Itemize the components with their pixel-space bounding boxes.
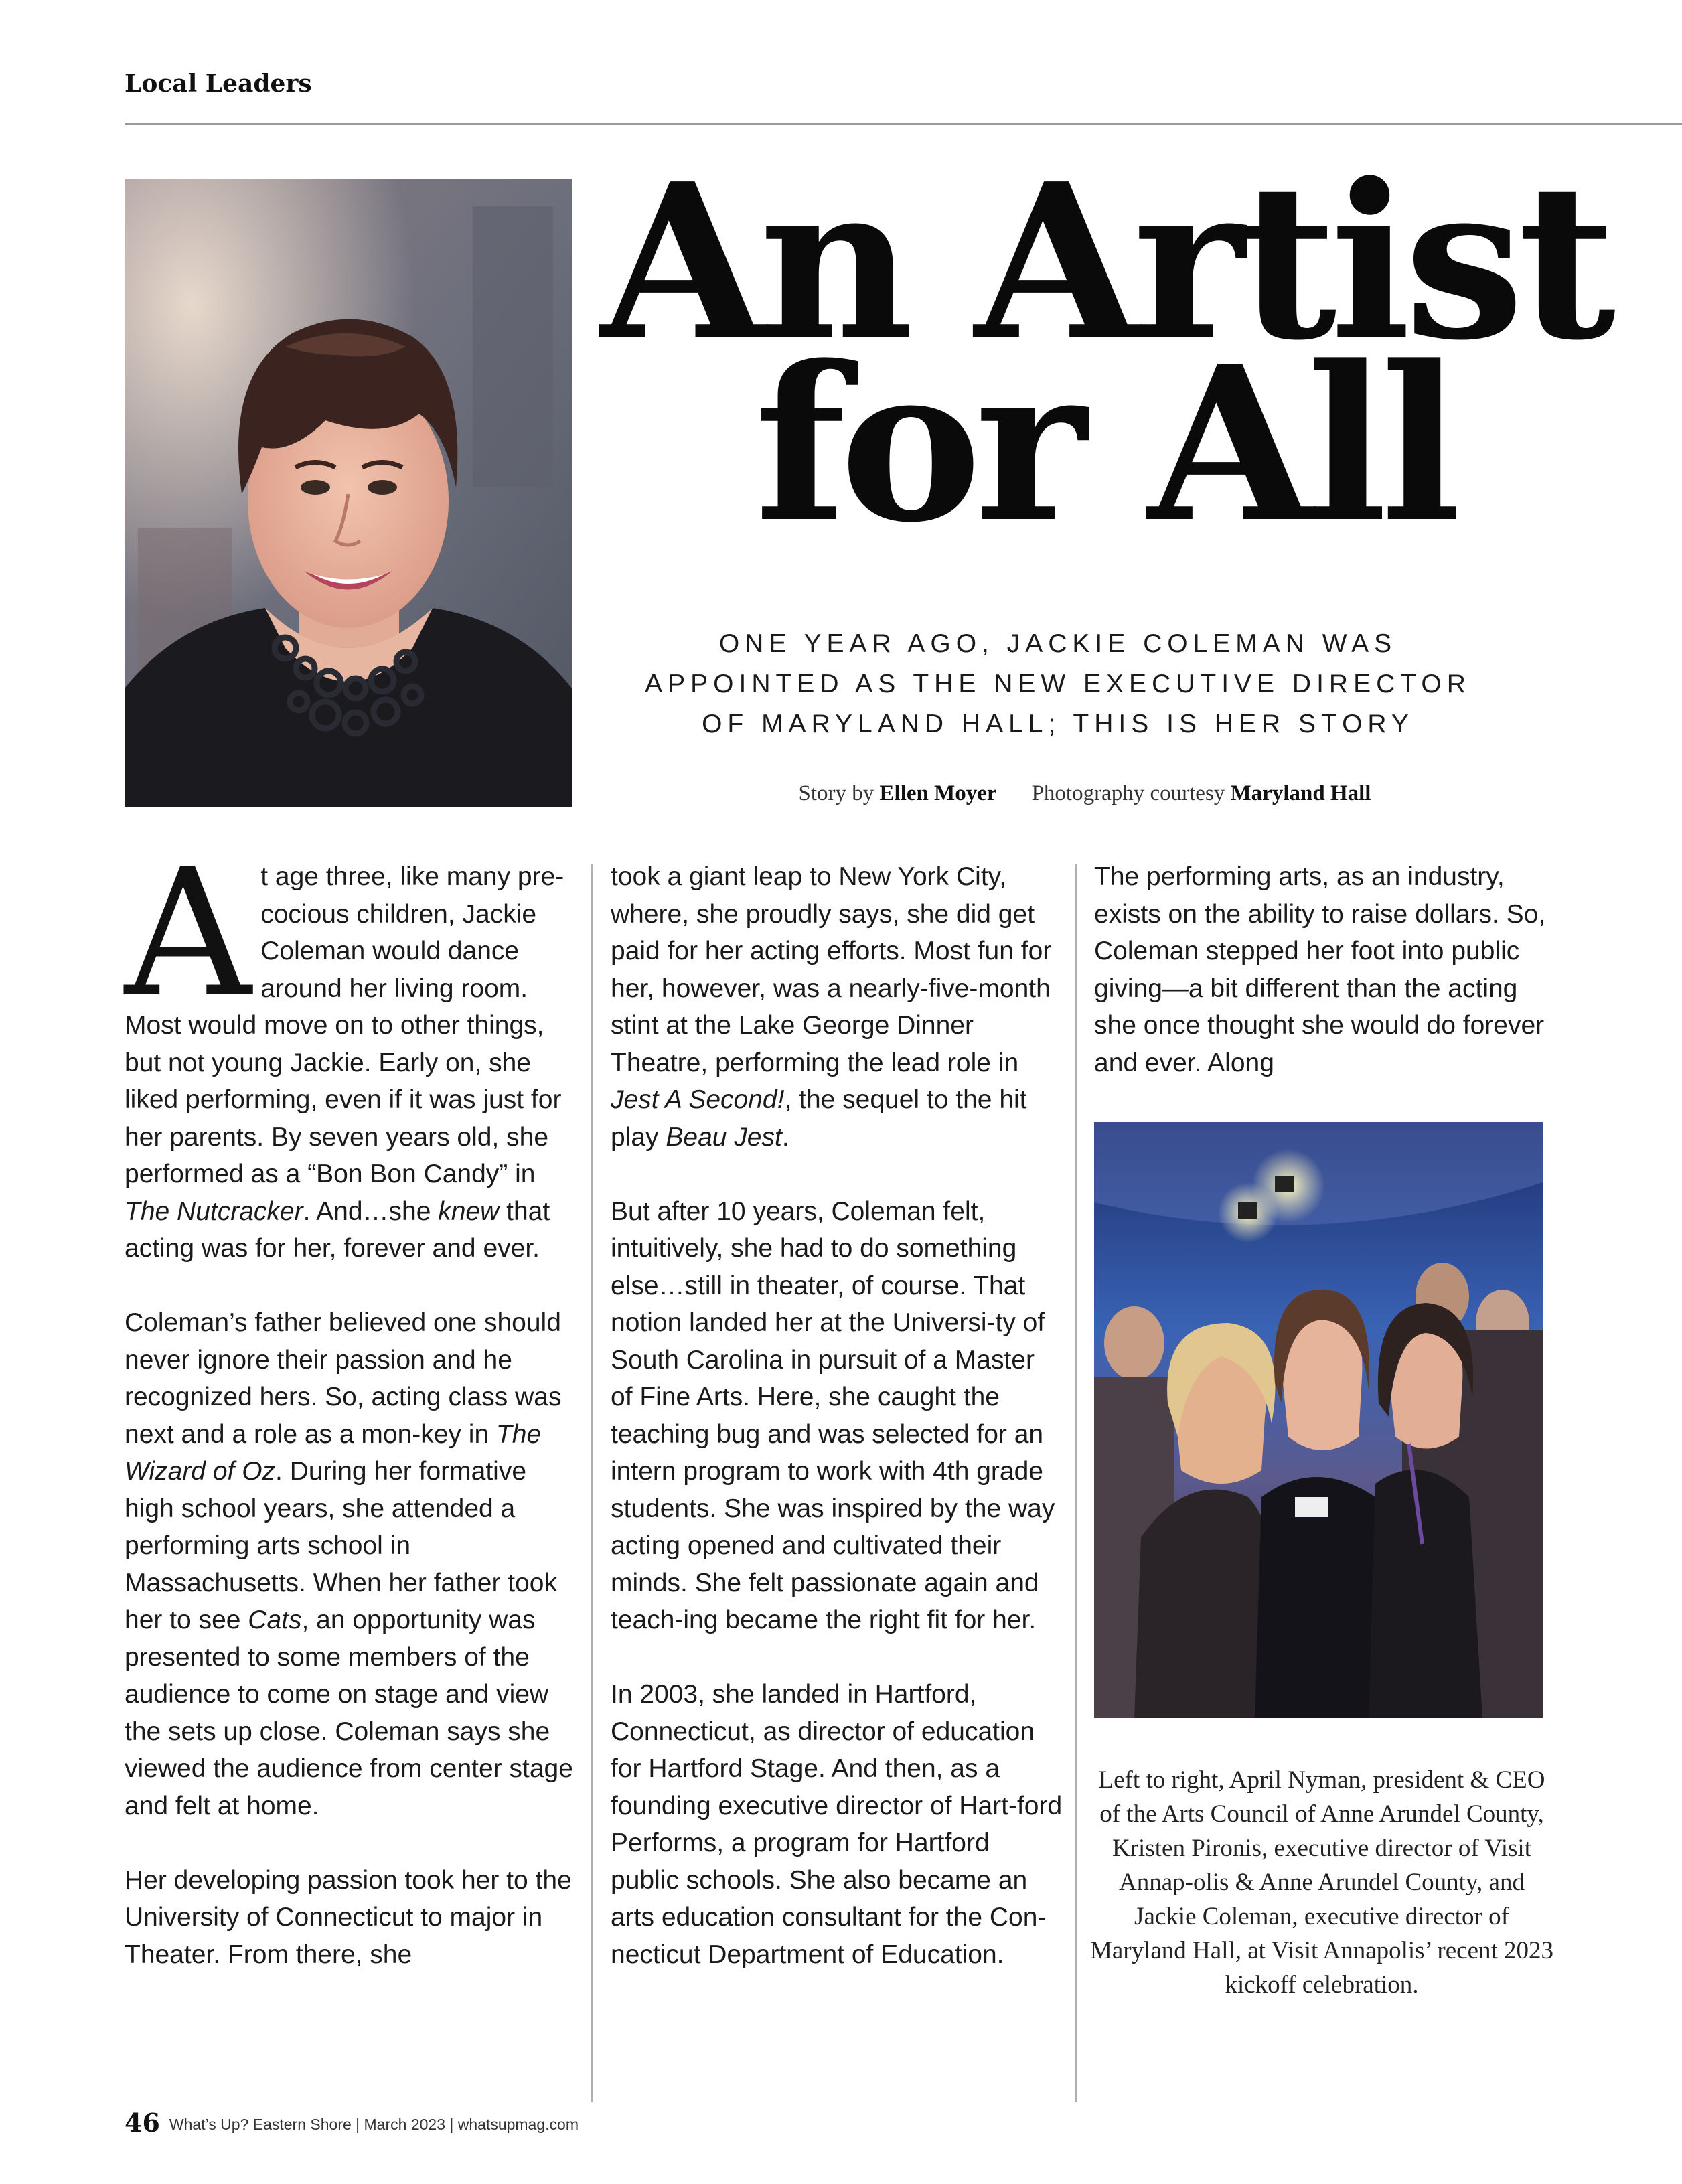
text-run: , an opportunity was presented to some members of the audience to come on stage and view the sets up close. Coleman says she viewed the audience from center stage and felt at home. <box>125 1606 573 1820</box>
dek-line-1: ONE YEAR AGO, JACKIE COLEMAN WAS <box>718 629 1397 658</box>
dek-line-2: APPOINTED AS THE NEW EXECUTIVE DIRECTOR <box>645 670 1471 698</box>
paragraph: In 2003, she landed in Hartford, Connecticut, as director of education for Hartford Stage. And then, as a founding executive director of Hart-ford Performs, a program for Hartford public schools. She also became an arts education consultant for the Con-necticut Department of Education. <box>611 1680 1063 1969</box>
text-line: cocious children, Jackie <box>260 899 537 929</box>
text-run: Coleman’s father believed one should never ignore their passion and he recognized hers. So, acting class was next and a role as a mon-key in <box>125 1308 562 1449</box>
photo-caption: Left to right, April Nyman, president & CEO of the Arts Council of Anne Arundel County, Kristen Pironis, executive director of Visit Annap-olis & Anne Arundel County, and Jackie Coleman, executive director of Maryland Hall, at Visit Annapolis’ recent 2023 kickoff celebration. <box>1089 1766 1554 1999</box>
body-column-2 <box>611 858 1063 2011</box>
paragraph <box>125 831 573 1267</box>
text-line: t age three, like many pre- <box>260 862 564 891</box>
credits-line <box>670 781 1500 806</box>
headline-line-2: for All <box>755 319 1455 569</box>
text-run: took a giant leap to New York City, where, she proudly says, she did get paid for her acting efforts. Most fun for her, however, was a nearly-five-month stint at the Lake George Dinner Theatre, performing the lead role in <box>611 862 1052 1077</box>
text-run: . During her formative high school years, she attended a performing arts school in Massachusetts. When her father took her to see <box>125 1457 557 1634</box>
text-line: Coleman would dance <box>260 937 520 965</box>
photo-label: Photography courtesy <box>1031 781 1225 805</box>
page-footer <box>125 2108 579 2138</box>
header-rule <box>125 123 1682 125</box>
section-label: Local Leaders <box>125 70 312 98</box>
text-run: . And…she <box>303 1196 439 1226</box>
text-run: , the sequel to the hit play <box>611 1085 1027 1152</box>
story-author: Ellen Moyer <box>879 781 997 805</box>
title-italic: The Wizard of Oz <box>125 1419 542 1486</box>
dek-line-3: OF MARYLAND HALL; THIS IS HER STORY <box>702 710 1414 738</box>
title-italic: Cats <box>248 1606 302 1634</box>
page-number: 46 <box>125 2108 160 2138</box>
story-label: Story by <box>798 781 874 805</box>
text-run: . <box>781 1122 789 1152</box>
publication-info: What’s Up? Eastern Shore | March 2023 | whatsupmag.com <box>169 2116 579 2133</box>
photo-source: Maryland Hall <box>1230 781 1371 805</box>
paragraph: But after 10 years, Coleman felt, intuitively, she had to do something else…still in theater, of course. That notion landed her at the Universi-ty of South Carolina in pursuit of a Master of Fine Arts. Here, she caught the teaching bug and was selected for an intern program to work with 4th grade students. She was inspired by the way acting opened and cultivated their minds. She felt passionate again and teach-ing became the right fit for her. <box>611 1196 1055 1634</box>
text-line: around her living room. <box>260 973 528 1003</box>
text-run: Most would move on to other things, but not young Jackie. Early on, she liked performing, even if it was just for her parents. By seven years old, she performed as a “Bon Bon Candy” in <box>125 1011 562 1188</box>
paragraph: Her developing passion took her to the University of Connecticut to major in Theater. From there, she <box>125 1865 572 1969</box>
paragraph <box>125 1304 573 1824</box>
paragraph <box>611 858 1063 1156</box>
paragraph: The performing arts, as an industry, exists on the ability to raise dollars. So, Coleman stepped her foot into public giving—a bit different than the acting she once thought she would do forever and ever. Along <box>1094 862 1546 1077</box>
title-italic: Beau Jest <box>666 1122 782 1152</box>
body-column-3 <box>1094 858 1549 1119</box>
column-rule <box>1075 864 1077 2102</box>
portrait-photo <box>125 179 572 807</box>
body-column-1 <box>125 831 573 2011</box>
drop-cap: A <box>125 831 252 1035</box>
title-italic: The Nutcracker <box>125 1196 303 1226</box>
dek <box>643 624 1473 745</box>
column-rule <box>591 864 593 2102</box>
headline <box>596 137 1614 569</box>
headline-line-1: An Artist <box>600 137 1610 387</box>
emphasis: knew <box>438 1196 500 1226</box>
text-run: that acting was for her, forever and ever. <box>125 1196 550 1263</box>
event-photo <box>1094 1122 1543 1718</box>
title-italic: Jest A Second! <box>611 1085 785 1114</box>
